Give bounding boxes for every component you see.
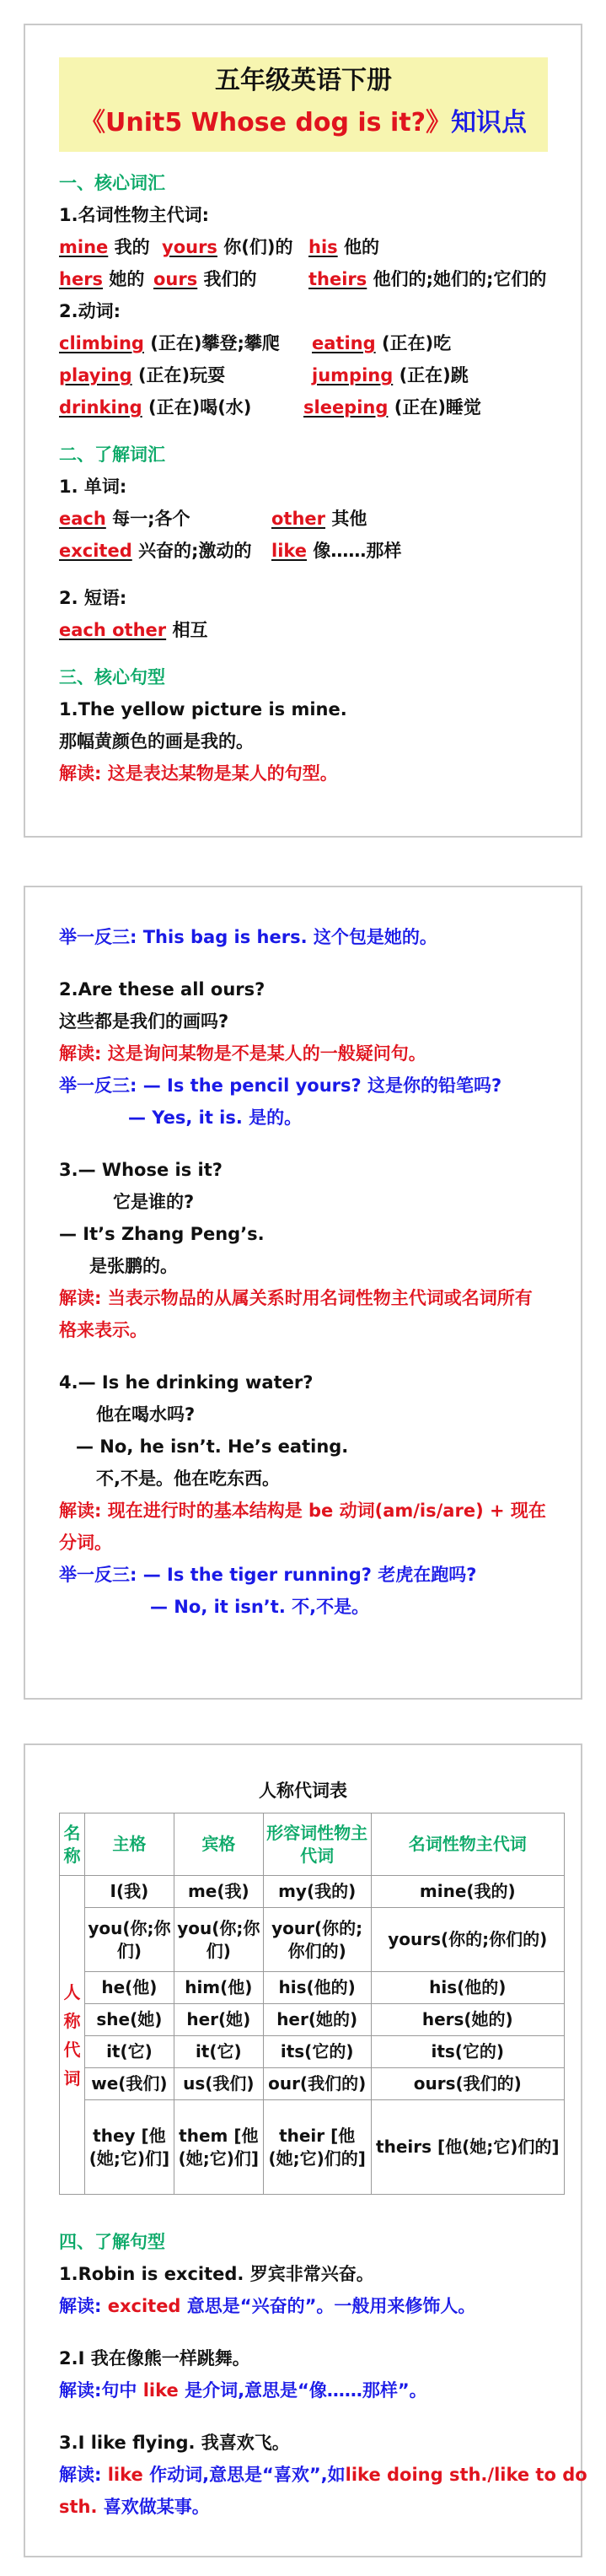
table-cell: their [他(她;它)们的]	[263, 2100, 371, 2195]
sentence-cn: 这些都是我们的画吗?	[59, 1011, 229, 1032]
note-keyword: like	[142, 2380, 179, 2401]
side-label	[60, 1876, 85, 2195]
subheading-words: 1. 单词:	[59, 477, 127, 497]
note-label: 解读:	[59, 2380, 102, 2401]
vocab-item	[59, 267, 144, 292]
note-keyword: like	[107, 2465, 143, 2485]
vocab-meaning: 她的	[109, 269, 145, 289]
table-row	[60, 2068, 565, 2100]
vocab-word: his	[308, 237, 338, 257]
header-text: 名词性物主代词	[408, 1834, 527, 1854]
sentence-cn: 是张鹏的。	[89, 1256, 178, 1276]
vocab-word: hers	[59, 269, 104, 289]
example-text: This bag is hers. 这个包是她的。	[142, 927, 437, 947]
sentence-note-cont: 格来表示。	[59, 1320, 147, 1340]
header-text: 主格	[112, 1834, 147, 1854]
vocab-word: playing	[59, 365, 132, 385]
table-title: 人称代词表	[259, 1781, 347, 1801]
header-cell	[263, 1813, 371, 1876]
sentence-en: — No, he isn’t. He’s eating.	[76, 1436, 349, 1457]
table-row	[60, 1908, 565, 1972]
section-heading-extra-vocab: 二、了解词汇	[59, 445, 165, 465]
note-label: 解读:	[59, 763, 102, 784]
vocab-meaning: 相互	[172, 620, 208, 640]
table-cell: we(我们)	[84, 2068, 174, 2100]
vocab-word: excited	[59, 541, 132, 561]
vocab-word: theirs	[308, 269, 367, 289]
vocab-word: other	[271, 509, 326, 529]
note-text: 是介词,意思是“像……那样”。	[185, 2380, 427, 2401]
pronoun-table	[59, 1813, 565, 2195]
subheading-pronouns: 1.名词性物主代词:	[59, 205, 209, 225]
note-text: 句中	[101, 2380, 137, 2401]
sentence-note	[59, 2293, 475, 2319]
vocab-item	[59, 331, 280, 356]
note-keyword: sth.	[59, 2497, 98, 2517]
sentence-en: 3.— Whose is it?	[59, 1160, 223, 1180]
table-cell: your(你的;你们的)	[263, 1908, 371, 1972]
note-text: 作动词,意思是“喜欢”,如	[149, 2465, 346, 2485]
table-cell: him(他)	[174, 1972, 263, 2004]
example-line	[59, 1562, 476, 1587]
header-cell	[84, 1813, 174, 1876]
header-text: 名称	[63, 1822, 81, 1866]
title-banner	[59, 57, 548, 152]
vocab-item	[153, 267, 257, 292]
vocab-meaning: (正在)睡觉	[394, 397, 481, 418]
note-label: 解读:	[59, 2465, 102, 2485]
vocab-word: each	[59, 509, 106, 529]
sentence-en: 2.Are these all ours?	[59, 979, 265, 1000]
table-cell: me(我)	[174, 1876, 263, 1908]
side-char: 人	[63, 1981, 81, 2002]
vocab-item	[303, 395, 481, 420]
example-text: — Is the tiger running? 老虎在跑吗?	[142, 1565, 477, 1585]
sentence-en: 3.I like flying. 我喜欢飞。	[59, 2433, 290, 2453]
vocab-item	[308, 267, 546, 292]
unit-suffix: 知识点	[450, 108, 527, 137]
vocab-word: mine	[59, 237, 109, 257]
table-cell: her(她的)	[263, 2004, 371, 2036]
vocab-word: eating	[312, 333, 376, 353]
vocab-meaning: 你(们)的	[223, 237, 293, 257]
table-cell: it(它)	[84, 2036, 174, 2068]
vocab-item	[59, 617, 207, 643]
note-text: 这是询问某物是不是某人的一般疑问句。	[107, 1043, 426, 1064]
table-cell: he(他)	[84, 1972, 174, 2004]
table-cell: you(你;你们)	[84, 1908, 174, 1972]
sentence-note	[59, 2462, 587, 2487]
sentence-note-cont	[59, 2494, 210, 2519]
vocab-meaning: 兴奋的;激动的	[138, 541, 252, 561]
vocab-meaning: 每一;各个	[112, 509, 190, 529]
note-text: 意思是“兴奋的”。一般用来修饰人。	[186, 2296, 476, 2316]
vocab-meaning: 其他	[331, 509, 367, 529]
vocab-meaning: (正在)攀登;攀爬	[150, 333, 280, 353]
table-row	[60, 1876, 565, 1908]
table-row	[60, 1972, 565, 2004]
sentence-note	[59, 761, 338, 786]
subheading-verbs: 2.动词:	[59, 301, 121, 321]
note-label: 解读:	[59, 1501, 102, 1521]
note-label: 解读:	[59, 1288, 102, 1308]
vocab-item	[271, 506, 367, 531]
vocab-meaning: 我们的	[203, 269, 257, 289]
table-cell: his(他的)	[371, 1972, 564, 2004]
table-cell: they [他(她;它)们]	[84, 2100, 174, 2195]
vocab-meaning: 他的	[343, 237, 379, 257]
vocab-meaning: 他们的;她们的;它们的	[373, 269, 547, 289]
example-label: 举一反三:	[59, 1075, 137, 1096]
table-cell: ours(我们的)	[371, 2068, 564, 2100]
vocab-word: ours	[153, 269, 198, 289]
vocab-item	[59, 395, 251, 420]
page-card-2	[24, 886, 582, 1700]
vocab-item	[312, 331, 451, 356]
vocab-item	[308, 234, 379, 260]
vocab-word: jumping	[312, 365, 394, 385]
table-cell: she(她)	[84, 2004, 174, 2036]
vocab-item	[162, 234, 292, 260]
vocab-meaning: (正在)吃	[381, 333, 452, 353]
vocab-item	[59, 506, 190, 531]
header-cell	[371, 1813, 564, 1876]
sentence-cn: 它是谁的?	[113, 1192, 195, 1212]
note-text: 喜欢做某事。	[103, 2497, 210, 2517]
sentence-cn: 不,不是。他在吃东西。	[96, 1469, 280, 1489]
table-row	[60, 2004, 565, 2036]
note-text: 现在进行时的基本结构是 be 动词(am/is/are) + 现在	[107, 1501, 546, 1521]
page-card-1	[24, 24, 582, 838]
header-cell	[174, 1813, 263, 1876]
note-keyword: like doing sth./like to do	[345, 2465, 587, 2485]
table-cell: his(他的)	[263, 1972, 371, 2004]
vocab-meaning: 像……那样	[313, 541, 402, 561]
table-row	[60, 2036, 565, 2068]
sentence-note	[59, 1285, 533, 1311]
vocab-word: like	[271, 541, 308, 561]
header-text: 形容词性物主代词	[266, 1822, 368, 1866]
sentence-en: 4.— Is he drinking water?	[59, 1372, 314, 1393]
unit-name: 《Unit5 Whose dog is it?》	[80, 108, 451, 137]
table-cell: us(我们)	[174, 2068, 263, 2100]
table-header-row	[60, 1813, 565, 1876]
table-cell: her(她)	[174, 2004, 263, 2036]
unit-title	[59, 106, 548, 140]
sentence-note	[59, 1498, 546, 1523]
sentence-en: 1.The yellow picture is mine.	[59, 699, 347, 719]
note-text: 这是表达某物是某人的句型。	[107, 763, 338, 784]
subheading-phrases: 2. 短语:	[59, 588, 127, 608]
vocab-item	[312, 363, 469, 388]
sentence-en: 2.I 我在像熊一样跳舞。	[59, 2348, 250, 2369]
vocab-word: drinking	[59, 397, 142, 418]
header-cell	[60, 1813, 85, 1876]
vocab-meaning: (正在)玩耍	[137, 365, 226, 385]
example-answer: — No, it isn’t. 不,不是。	[150, 1597, 370, 1617]
note-label: 解读:	[59, 1043, 102, 1064]
table-cell: our(我们的)	[263, 2068, 371, 2100]
table-cell: theirs [他(她;它)们的]	[371, 2100, 564, 2195]
header-text: 宾格	[201, 1834, 236, 1854]
table-cell: them [他(她;它)们]	[174, 2100, 263, 2195]
vocab-word: each other	[59, 620, 167, 640]
vocab-word: sleeping	[303, 397, 389, 418]
example-label: 举一反三:	[59, 927, 137, 947]
table-cell: I(我)	[84, 1876, 174, 1908]
table-cell: its(它的)	[263, 2036, 371, 2068]
sentence-note	[59, 2378, 427, 2403]
sentence-note-cont: 分词。	[59, 1533, 112, 1553]
vocab-item	[271, 538, 401, 563]
vocab-meaning: (正在)喝(水)	[148, 397, 252, 418]
table-cell: you(你;你们)	[174, 1908, 263, 1972]
table-cell: hers(她的)	[371, 2004, 564, 2036]
sentence-cn: 他在喝水吗?	[96, 1404, 196, 1425]
page-card-3	[24, 1743, 587, 2557]
vocab-meaning: (正在)跳	[399, 365, 469, 385]
example-line	[59, 924, 437, 950]
table-cell: its(它的)	[371, 2036, 564, 2068]
example-label: 举一反三:	[59, 1565, 137, 1585]
vocab-word: climbing	[59, 333, 144, 353]
vocab-item	[59, 363, 225, 388]
note-text: 当表示物品的从属关系时用名词性物主代词或名词所有	[107, 1288, 533, 1308]
table-cell: my(我的)	[263, 1876, 371, 1908]
vocab-word: yours	[162, 237, 217, 257]
page-title: 五年级英语下册	[215, 66, 392, 95]
section-heading-extra-sentences: 四、了解句型	[59, 2232, 165, 2252]
note-label: 解读:	[59, 2296, 102, 2316]
table-cell: mine(我的)	[371, 1876, 564, 1908]
vocab-item	[59, 538, 251, 563]
table-cell: it(它)	[174, 2036, 263, 2068]
sentence-note	[59, 1041, 426, 1066]
sentence-en: — It’s Zhang Peng’s.	[59, 1224, 265, 1244]
table-cell: yours(你的;你们的)	[371, 1908, 564, 1972]
sentence-en: 1.Robin is excited. 罗宾非常兴奋。	[59, 2264, 374, 2284]
side-char: 代	[63, 2039, 81, 2060]
vocab-item	[59, 234, 150, 260]
example-text: — Is the pencil yours? 这是你的铅笔吗?	[142, 1075, 502, 1096]
vocab-meaning: 我的	[114, 237, 150, 257]
side-char: 称	[63, 2010, 81, 2031]
side-char: 词	[63, 2067, 81, 2088]
section-heading-core-sentences: 三、核心句型	[59, 667, 165, 687]
section-heading-core-vocab: 一、核心词汇	[59, 173, 165, 193]
example-answer: — Yes, it is. 是的。	[128, 1107, 303, 1128]
note-keyword: excited	[107, 2296, 181, 2316]
table-row	[60, 2100, 565, 2195]
sentence-cn: 那幅黄颜色的画是我的。	[59, 731, 254, 752]
example-line	[59, 1073, 501, 1098]
